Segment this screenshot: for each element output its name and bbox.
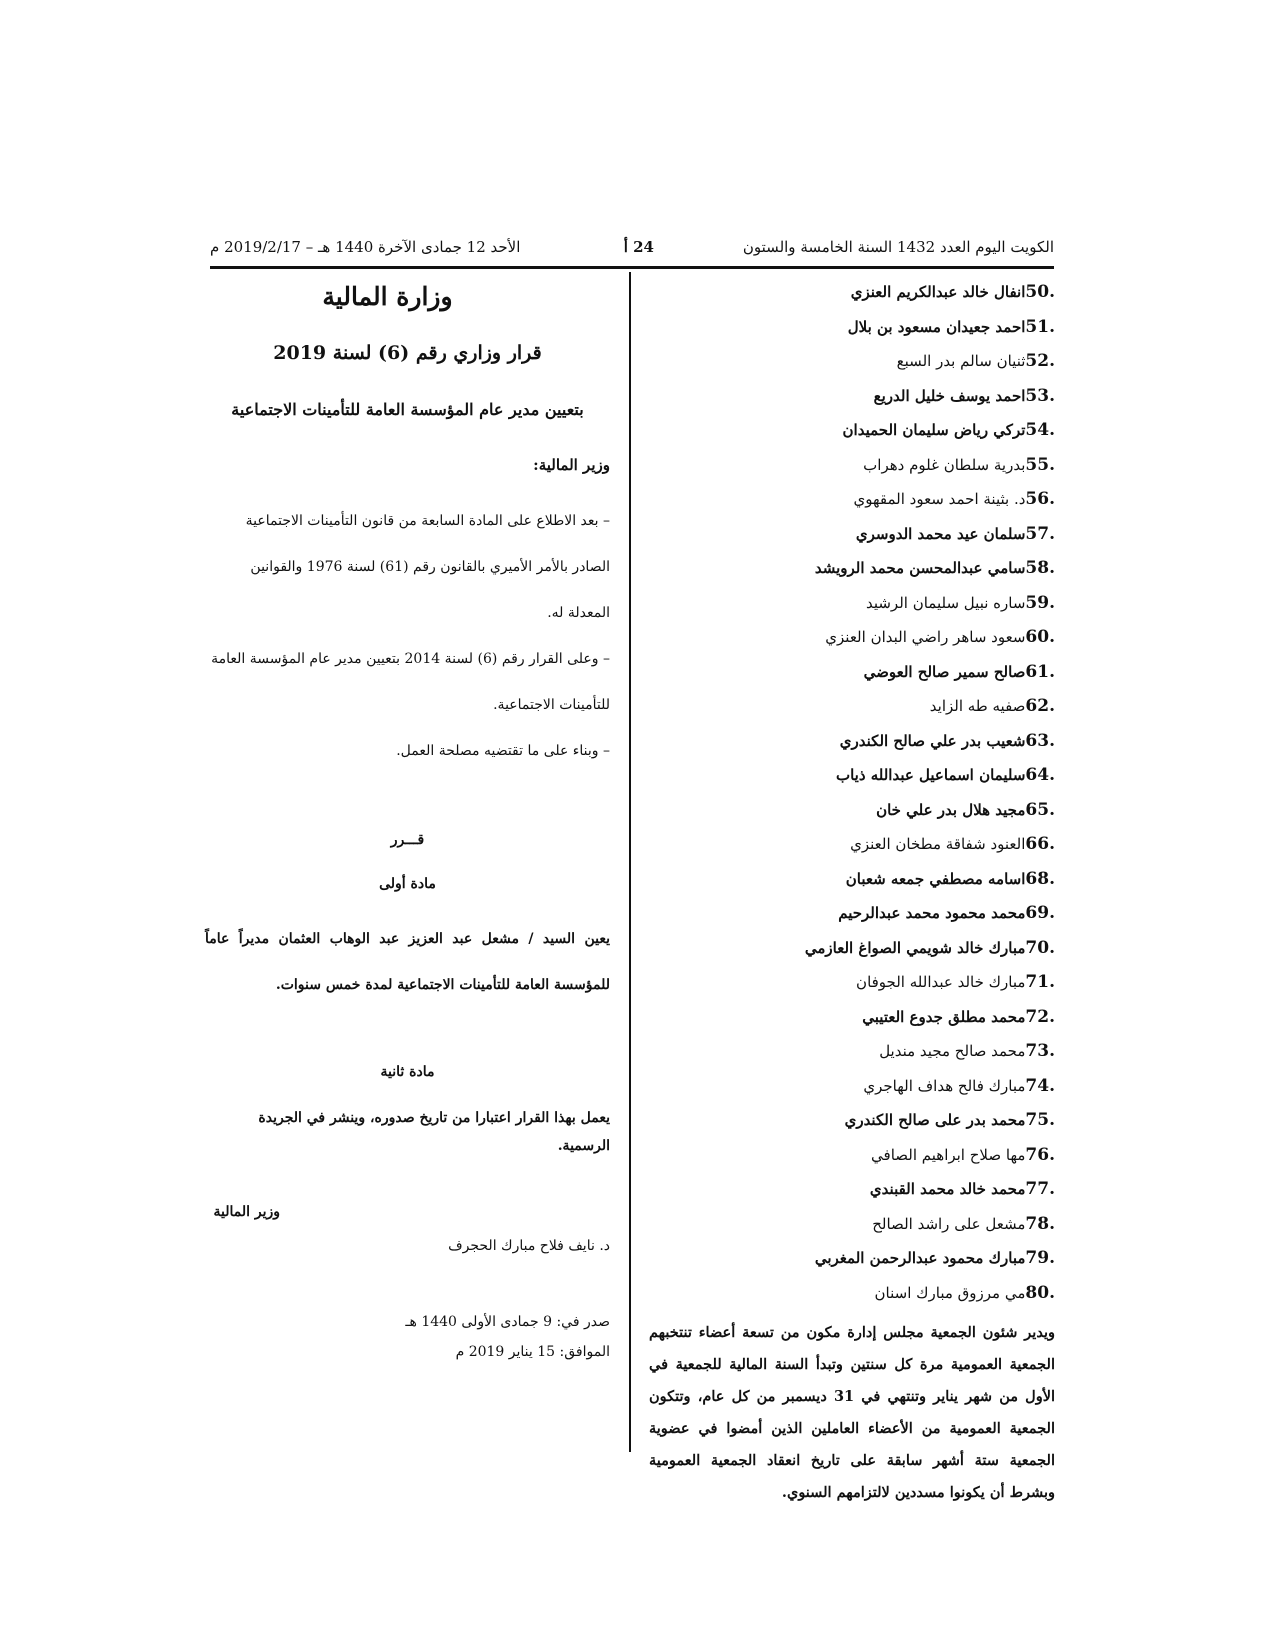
member-name: محمد خالد محمد القبندي bbox=[869, 1180, 1026, 1198]
member-list-item bbox=[655, 658, 1055, 693]
member-list-item bbox=[655, 554, 1055, 589]
member-number: .50 bbox=[1025, 282, 1055, 302]
member-number: .55 bbox=[1025, 454, 1055, 475]
member-list-item bbox=[655, 1141, 1055, 1176]
member-list-item bbox=[655, 1037, 1055, 1072]
member-list-item bbox=[655, 1003, 1055, 1038]
member-list-item bbox=[655, 1106, 1055, 1141]
signature-title: وزير المالية bbox=[213, 1204, 280, 1220]
member-name: مبارك محمود عبدالرحمن المغربي bbox=[814, 1249, 1026, 1267]
member-number: .69 bbox=[1025, 903, 1055, 923]
member-list-item bbox=[655, 382, 1055, 417]
member-number: .68 bbox=[1025, 868, 1055, 889]
member-list-item bbox=[655, 451, 1055, 486]
issued-hijri: صدر في: 9 جمادى الأولى 1440 هـ bbox=[405, 1314, 610, 1330]
member-number: .72 bbox=[1025, 1006, 1055, 1027]
member-name: اسامه مصطفي جمعه شعبان bbox=[845, 869, 1026, 888]
member-name: مجيد هلال بدر علي خان bbox=[876, 800, 1026, 819]
member-name: محمد صالح مجيد منديل bbox=[879, 1042, 1026, 1060]
member-number: .80 bbox=[1025, 1282, 1055, 1303]
member-list-item bbox=[655, 589, 1055, 624]
member-number: .61 bbox=[1025, 661, 1055, 682]
preamble-3: – وبناء على ما تقتضيه مصلحة العمل. bbox=[396, 743, 610, 759]
header-rule bbox=[210, 266, 1054, 269]
member-list-item bbox=[655, 796, 1055, 831]
article-1-title: مادة أولى bbox=[379, 876, 436, 892]
decision-subject: بتعيين مدير عام المؤسسة العامة للتأمينات الاجتماعية bbox=[231, 400, 584, 419]
decided-label: قـــرر bbox=[390, 832, 425, 848]
member-number: .74 bbox=[1025, 1075, 1055, 1096]
member-number: .54 bbox=[1025, 420, 1055, 440]
member-name: العنود شفاقة مطخان العنزي bbox=[850, 835, 1026, 853]
preamble-1: – بعد الاطلاع على المادة السابعة من قانون التأمينات الاجتماعية الصادر بالأمر الأميري بالقانون رقم (61) لسنة 1976 والقوانين المعدلة له. bbox=[245, 513, 610, 621]
member-list-item bbox=[655, 899, 1055, 934]
issued-gregorian: الموافق: 15 يناير 2019 م bbox=[455, 1344, 610, 1360]
member-number: .77 bbox=[1025, 1179, 1055, 1199]
member-list-item bbox=[655, 1279, 1055, 1314]
member-name: ساره نبيل سليمان الرشيد bbox=[865, 593, 1026, 612]
member-number: .66 bbox=[1025, 834, 1055, 854]
member-number: .52 bbox=[1025, 351, 1055, 371]
member-list-item bbox=[655, 1175, 1055, 1210]
member-name: محمد مطلق جدوع العتيبي bbox=[862, 1007, 1026, 1026]
member-list-item bbox=[655, 1210, 1055, 1245]
column-divider bbox=[629, 272, 631, 1452]
article-2-title: مادة ثانية bbox=[380, 1064, 435, 1080]
minister-label: وزير المالية: bbox=[533, 456, 610, 474]
preamble-2: – وعلى القرار رقم (6) لسنة 2014 بتعيين مدير عام المؤسسة العامة للتأمينات الاجتماعية. bbox=[211, 651, 610, 713]
member-list-item bbox=[655, 830, 1055, 865]
board-paragraph: ويدير شئون الجمعية مجلس إدارة مكون من تسعة أعضاء تنتخبهم الجمعية العمومية مرة كل سنتين وتبدأ السنة المالية للجمعية في الأول من شهر يناير وتنتهي في 31 ديسمبر من كل عام، وتتكون الجمعية العمومية من الأعضاء العاملين الذين أمضوا في عضوية الجمعية ستة أشهر سابقة على تاريخ انعقاد الجمعية العمومية وبشرط أن يكونوا مسددين لالتزامهم السنوي. bbox=[649, 1324, 1055, 1501]
member-name: انفال خالد عبدالكريم العنزي bbox=[850, 283, 1026, 301]
member-name: احمد جعيدان مسعود بن بلال bbox=[847, 317, 1026, 336]
member-name: مها صلاح ابراهيم الصافي bbox=[871, 1145, 1026, 1164]
member-number: .53 bbox=[1025, 385, 1055, 406]
member-name: شعيب بدر علي صالح الكندري bbox=[839, 731, 1026, 750]
member-list-item bbox=[655, 727, 1055, 762]
header-date: الأحد 12 جمادى الآخرة 1440 هـ – 2019/2/17 م bbox=[210, 238, 521, 256]
member-name: مبارك فالح هداف الهاجري bbox=[863, 1076, 1026, 1095]
article-1-text: يعين السيد / مشعل عبد العزيز عبد الوهاب العثمان مديراً عاماً للمؤسسة العامة للتأمينات الاجتماعية لمدة خمس سنوات. bbox=[205, 931, 610, 993]
member-name: مي مرزوق مبارك اسنان bbox=[874, 1283, 1026, 1302]
member-list-item bbox=[655, 1072, 1055, 1107]
member-number: .59 bbox=[1025, 592, 1055, 613]
header-page-number: 24 أ bbox=[623, 238, 654, 256]
member-number: .56 bbox=[1025, 489, 1055, 509]
member-list-item bbox=[655, 968, 1055, 1003]
member-name: مشعل على راشد الصالح bbox=[872, 1214, 1026, 1233]
member-number: .63 bbox=[1025, 730, 1055, 751]
member-number: .57 bbox=[1025, 523, 1055, 544]
member-list-item bbox=[655, 278, 1055, 313]
right-column bbox=[649, 278, 1055, 1509]
member-list-item bbox=[655, 416, 1055, 451]
member-number: .75 bbox=[1025, 1110, 1055, 1130]
member-name: محمد محمود محمد عبدالرحيم bbox=[838, 904, 1026, 922]
member-name: احمد يوسف خليل الدريع bbox=[873, 386, 1026, 405]
member-number: .76 bbox=[1025, 1144, 1055, 1165]
page-header bbox=[210, 238, 1054, 264]
member-name: سعود ساهر راضي البدان العنزي bbox=[825, 628, 1026, 646]
decision-title: قرار وزاري رقم (6) لسنة 2019 bbox=[273, 342, 542, 364]
member-list-item bbox=[655, 761, 1055, 796]
member-number: .78 bbox=[1025, 1213, 1055, 1234]
article-2-text: يعمل بهذا القرار اعتبارا من تاريخ صدوره، وينشر في الجريدة الرسمية. bbox=[258, 1110, 610, 1154]
header-gazette-issue: الكويت اليوم العدد 1432 السنة الخامسة والستون bbox=[742, 238, 1054, 256]
member-name: بدرية سلطان غلوم دهراب bbox=[863, 455, 1026, 474]
member-name: مبارك خالد شويمي الصواغ العازمي bbox=[804, 938, 1026, 957]
member-list-item bbox=[655, 934, 1055, 969]
member-list-item bbox=[655, 347, 1055, 382]
ministry-title: وزارة المالية bbox=[322, 282, 453, 311]
member-list-item bbox=[655, 692, 1055, 727]
member-list bbox=[655, 278, 1055, 1313]
member-number: .79 bbox=[1025, 1248, 1055, 1268]
member-list-item bbox=[655, 520, 1055, 555]
member-list-item bbox=[655, 313, 1055, 348]
member-name: تركي رياض سليمان الحميدان bbox=[842, 421, 1026, 439]
member-number: .58 bbox=[1025, 558, 1055, 578]
member-number: .70 bbox=[1025, 937, 1055, 958]
member-number: .65 bbox=[1025, 799, 1055, 820]
member-name: صالح سمير صالح العوضي bbox=[863, 662, 1026, 681]
member-name: صفيه طه الزايد bbox=[929, 697, 1026, 715]
signature-name: د. نايف فلاح مبارك الحجرف bbox=[448, 1238, 610, 1254]
member-list-item bbox=[655, 1244, 1055, 1279]
member-number: .51 bbox=[1025, 316, 1055, 337]
member-list-item bbox=[655, 623, 1055, 658]
member-name: سليمان اسماعيل عبدالله ذياب bbox=[835, 766, 1026, 784]
member-name: سلمان عيد محمد الدوسري bbox=[855, 524, 1026, 543]
member-name: مبارك خالد عبدالله الجوفان bbox=[856, 973, 1026, 991]
member-name: ثنيان سالم بدر السبع bbox=[896, 352, 1026, 370]
member-number: .71 bbox=[1025, 972, 1055, 992]
member-number: .64 bbox=[1025, 765, 1055, 785]
member-list-item bbox=[655, 485, 1055, 520]
member-number: .62 bbox=[1025, 696, 1055, 716]
member-name: د. بثينة احمد سعود المقهوي bbox=[853, 490, 1026, 508]
member-number: .73 bbox=[1025, 1041, 1055, 1061]
member-list-item bbox=[655, 865, 1055, 900]
member-number: .60 bbox=[1025, 627, 1055, 647]
member-name: سامي عبدالمحسن محمد الرويشد bbox=[814, 559, 1026, 577]
member-name: محمد بدر على صالح الكندري bbox=[844, 1111, 1026, 1129]
left-column bbox=[205, 282, 610, 1360]
